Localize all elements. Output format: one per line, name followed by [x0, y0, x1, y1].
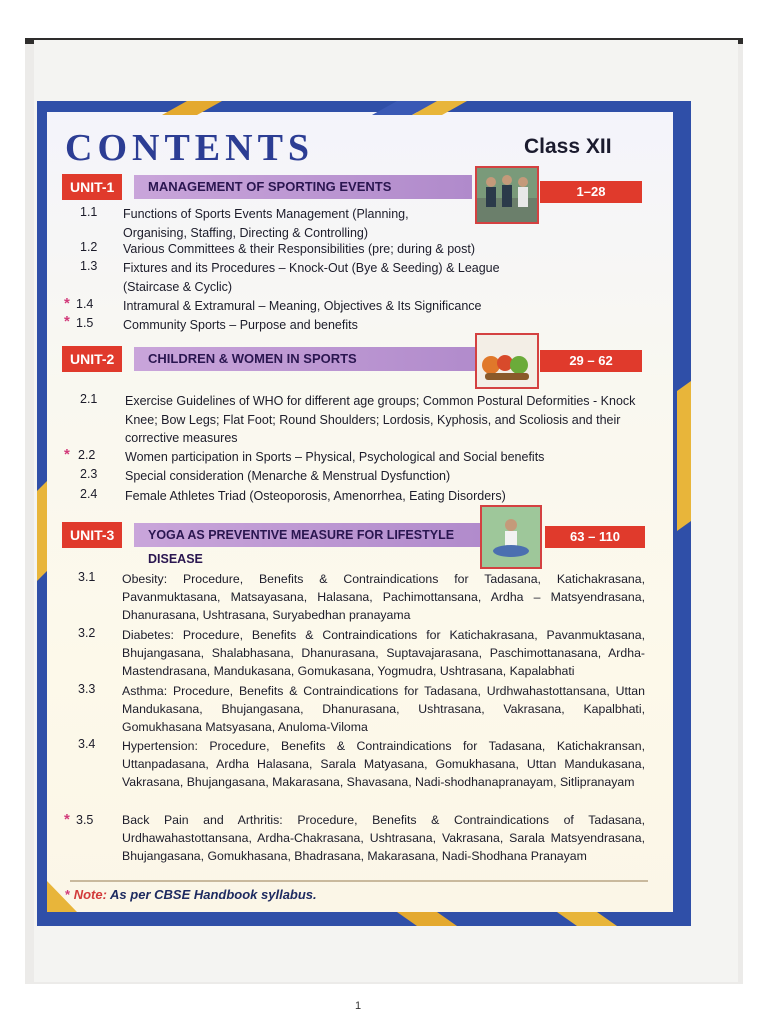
page-title: CONTENTS	[65, 127, 315, 169]
item-2-2-number: 2.2	[78, 448, 96, 462]
note-text: As per CBSE Handbook syllabus.	[110, 887, 317, 902]
person-3-head	[518, 177, 528, 187]
item-3-2-text: Diabetes: Procedure, Benefits & Contraindications for Katichakrasana, Pavanmuktasana, Bhujangasana, Shalabhasana, Dhanurasana, Suptavajarasana, Paschimottanasana, Ardha-Mastendrasana, Mandukasana, Gomukasana, Yogmudra, Ushtrasana, Kapalabhati	[122, 628, 645, 678]
person-2-body	[502, 185, 512, 207]
yogi-head	[505, 519, 517, 531]
item-2-2-text: Women participation in Sports – Physical, Psychological and Social benefits	[125, 450, 545, 464]
team-icon	[477, 168, 537, 222]
stripe-gold-top	[162, 101, 222, 115]
item-3-3-text: Asthma: Procedure, Benefits & Contraindications for Tadasana, Urdhwahastottansana, Uttan Mandukasana, Bhujangasana, Dhanurasana, Ushtrasana, Vakrasana, Kapalbhati, Gomukhasana Matsyasana, Anuloma-Viloma	[122, 684, 645, 734]
item-2-4-number: 2.4	[80, 487, 98, 501]
class-label: Class XII	[524, 135, 612, 158]
item-2-3-number: 2.3	[80, 467, 98, 481]
item-3-2-number: 3.2	[78, 626, 96, 640]
unit-label: UNIT-2	[62, 346, 122, 372]
unit-label: UNIT-3	[62, 522, 122, 548]
yogi-legs	[493, 545, 529, 557]
page-number: 1	[355, 1000, 362, 1012]
item-1-3-text: Fixtures and its Procedures – Knock-Out (Bye & Seeding) & League (Staircase & Cyclic)	[123, 261, 500, 294]
unit-title: CHILDREN & WOMEN IN SPORTS	[134, 347, 492, 371]
item-1-1-text: Functions of Sports Events Management (Planning, Organising, Staffing, Directing & Controlling)	[123, 207, 409, 240]
unit-3-range: 63 – 110	[545, 526, 645, 548]
item-2-1-number: 2.1	[80, 392, 98, 406]
food-bowl	[485, 373, 529, 380]
yogi-torso	[505, 531, 517, 547]
item-1-3-number: 1.3	[80, 259, 98, 273]
stripe-gold-right	[677, 381, 691, 531]
item-1-5-star-icon: *	[64, 313, 70, 330]
item-3-3-number: 3.3	[78, 682, 96, 696]
person-1-head	[486, 177, 496, 187]
unit-1-range: 1–28	[540, 181, 642, 203]
note-star-icon: *	[65, 887, 71, 902]
item-1-2-number: 1.2	[80, 240, 98, 254]
item-1-5-number: 1.5	[76, 316, 94, 330]
stripe-gold-bottom-right	[557, 912, 617, 926]
item-3-5-text: Back Pain and Arthritis: Procedure, Benefits & Contraindications of Tadasana, Urdhawahastottansana, Ardha-Chakrasana, Ushtrasana, Vakrasana, Sarala Matsyendrasana, Bhujangasana, Gomukhasana, Bhadrasana, Makarasana, Nadi-Shodhana Pranayam	[122, 813, 645, 863]
item-1-1-number: 1.1	[80, 205, 98, 219]
stripe-gold-left	[37, 481, 47, 581]
item-3-4-number: 3.4	[78, 737, 96, 751]
item-3-1-number: 3.1	[78, 570, 96, 584]
person-3-body	[518, 187, 528, 207]
person-1-body	[486, 187, 496, 207]
item-1-2-text: Various Committees & their Responsibilities (pre; during & post)	[123, 242, 475, 256]
note-lead: Note:	[73, 887, 107, 902]
yoga-meditation-photo	[480, 505, 542, 569]
item-1-5-text: Community Sports – Purpose and benefits	[123, 318, 358, 332]
footnote	[65, 887, 317, 902]
item-2-3-text: Special consideration (Menarche & Menstrual Dysfunction)	[125, 469, 451, 483]
item-1-4-number: 1.4	[76, 297, 94, 311]
item-3-4-text: Hypertension: Procedure, Benefits & Contraindications for Tadasana, Katichakransan, Uttanpadasana, Ardha Halasana, Sarala Matyasana, Gomukhasana, Uttan Mandukasana, Vakrasana, Bhujangasana, Makarasana, Shavasana, Nadi-shodhanapranayam, Sitlipranayam	[122, 739, 645, 789]
unit-label: UNIT-1	[62, 174, 122, 200]
healthy-food-photo	[475, 333, 539, 389]
unit-2-range: 29 – 62	[540, 350, 642, 372]
stripe-gold-bottom	[397, 912, 457, 926]
item-2-2-star-icon: *	[64, 446, 70, 463]
sports-team-photo	[475, 166, 539, 224]
item-1-4-star-icon: *	[64, 295, 70, 312]
yoga-icon	[482, 507, 540, 567]
unit-title: MANAGEMENT OF SPORTING EVENTS	[134, 175, 472, 199]
food-icon	[477, 335, 537, 387]
item-3-1-text: Obesity: Procedure, Benefits & Contraindications for Tadasana, Katichakrasana, Pavanmuktasana, Matsayasana, Halasana, Pachimottansana, Ardha – Matsyendrasana, Dhanurasana, Ushtrasana, Suryabedhan pranayama	[122, 572, 645, 622]
item-3-5-star-icon: *	[64, 811, 70, 828]
divider	[70, 880, 648, 882]
item-1-4-text: Intramural & Extramural – Meaning, Objectives & Its Significance	[123, 299, 482, 313]
person-2-head	[502, 175, 512, 185]
item-3-5-number: 3.5	[76, 813, 94, 827]
item-2-1-text: Exercise Guidelines of WHO for different age groups; Common Postural Deformities - Knock Knee; Bow Legs; Flat Foot; Round Shoulders; Lordosis, Kyphosis, and Scoliosis and their corrective measures	[125, 394, 636, 445]
food-lettuce	[510, 356, 528, 374]
item-2-4-text: Female Athletes Triad (Osteoporosis, Amenorrhea, Eating Disorders)	[125, 489, 506, 503]
unit-title: YOGA AS PREVENTIVE MEASURE FOR LIFESTYLE DISEASE	[134, 523, 492, 547]
